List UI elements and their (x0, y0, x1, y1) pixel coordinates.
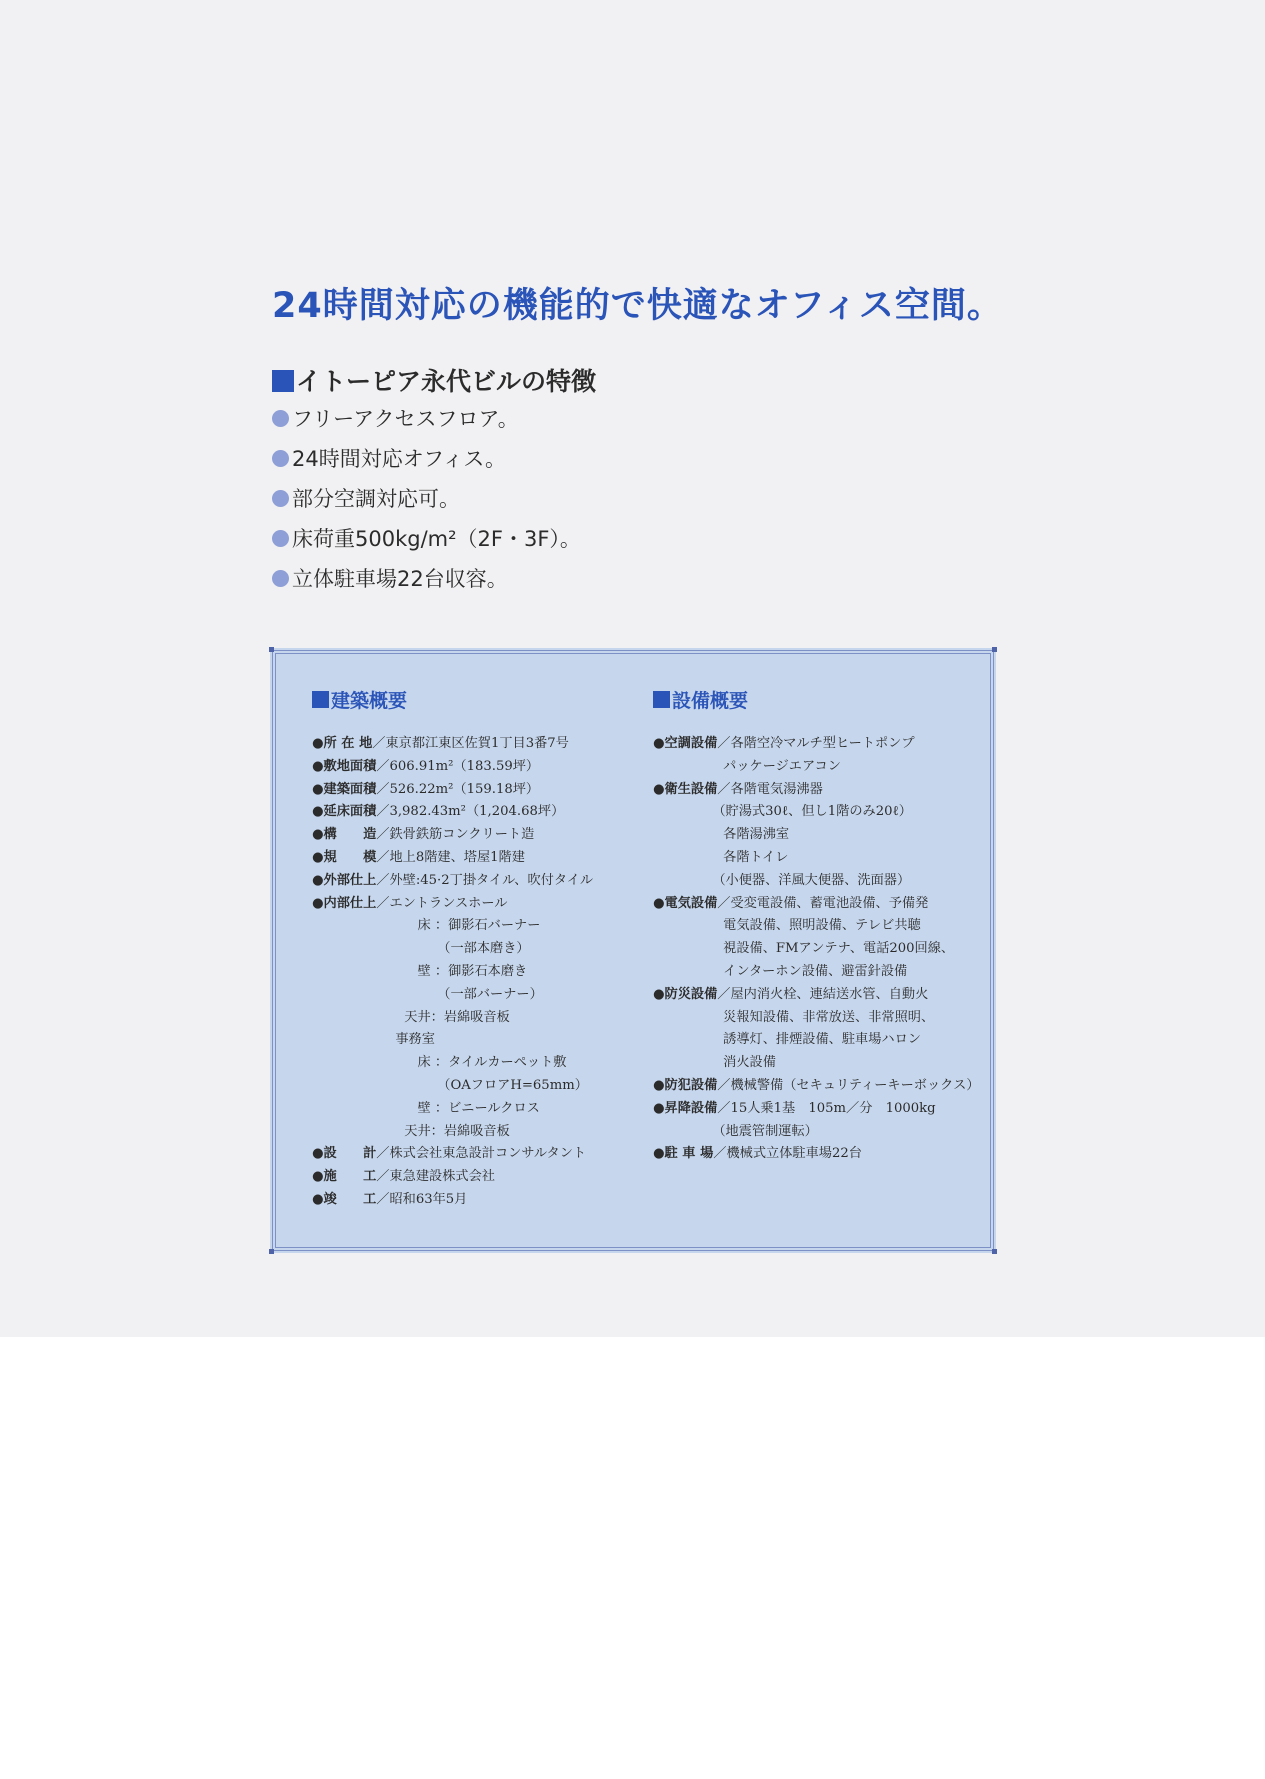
circle-bullet-icon (272, 490, 289, 507)
spec-label: ●規 模 (312, 849, 377, 865)
spec-label: ●設 計 (312, 1146, 377, 1162)
square-bullet-icon (312, 691, 329, 708)
spec-row (312, 1189, 593, 1212)
spec-value: ／受変電設備、蓄電池設備、予備発 (717, 895, 929, 911)
spec-value: インターホン設備、避雷針設備 (653, 963, 908, 979)
spec-value: ／地上8階建、塔屋1階建 (376, 849, 525, 865)
spec-row (653, 756, 980, 779)
spec-row (312, 893, 593, 916)
spec-value: 各階トイレ (653, 849, 789, 865)
features-title: イトーピア永代ビルの特徴 (296, 367, 597, 396)
spec-row (312, 1121, 593, 1144)
spec-label: ●竣 工 (312, 1191, 377, 1207)
spec-value: 壁 ：御影石本磨き (312, 963, 528, 979)
corner-mark (992, 647, 997, 652)
circle-bullet-icon (272, 530, 289, 547)
spec-value: パッケージエアコン (653, 758, 841, 774)
spec-value: 床 ：御影石バーナー (312, 918, 541, 934)
spec-row (312, 1098, 593, 1121)
features-heading (272, 362, 596, 398)
spec-label: ●建築面積 (312, 781, 377, 797)
spec-label: ●敷地面積 (312, 758, 377, 774)
spec-row (312, 801, 593, 824)
spec-row (653, 938, 980, 961)
spec-row (653, 961, 980, 984)
corner-mark (269, 1249, 274, 1254)
spec-label: ●内部仕上 (312, 895, 377, 911)
spec-value: 天井：岩綿吸音板 (312, 1123, 510, 1139)
spec-value: ／株式会社東急設計コンサルタント (376, 1146, 587, 1162)
circle-bullet-icon (272, 570, 289, 587)
spec-value: ／昭和63年5月 (376, 1191, 468, 1207)
spec-label: ●防災設備 (653, 986, 718, 1002)
spec-row (312, 1075, 593, 1098)
spec-value: ／15人乗1基 105m／分 1000kg (717, 1100, 936, 1116)
spec-value: 事務室 (312, 1032, 435, 1048)
spec-row (653, 1075, 980, 1098)
spec-value: （一部バーナー） (312, 986, 543, 1002)
spec-value: ／各階電気湯沸器 (717, 781, 823, 797)
facilities-title: 設備概要 (672, 690, 749, 712)
spec-row (653, 824, 980, 847)
spec-row (312, 756, 593, 779)
spec-value: ／外壁:45·2丁掛タイル、吹付タイル (376, 872, 594, 888)
corner-mark (269, 647, 274, 652)
spec-label: ●駐 車 場 (653, 1146, 714, 1162)
spec-value: ／機械式立体駐車場22台 (713, 1146, 862, 1162)
spec-row (653, 1143, 980, 1166)
spec-row (653, 733, 980, 756)
circle-bullet-icon (272, 410, 289, 427)
spec-row (312, 1029, 593, 1052)
architecture-title: 建築概要 (331, 690, 408, 712)
spec-row (312, 779, 593, 802)
feature-item (272, 405, 581, 445)
spec-row (312, 1007, 593, 1030)
spec-value: 電気設備、照明設備、テレビ共聴 (653, 918, 921, 934)
spec-label: ●所 在 地 (312, 736, 373, 751)
spec-value: 天井：岩綿吸音板 (312, 1009, 510, 1025)
spec-value: 壁 ：ビニールクロス (312, 1100, 540, 1116)
facilities-heading (653, 686, 748, 713)
spec-value: （小便器、洋風大便器、洗面器） (653, 872, 911, 888)
spec-value: ／東京都江東区佐賀1丁目3番7号 (372, 736, 569, 751)
feature-item (272, 525, 581, 565)
spec-value: 各階湯沸室 (653, 827, 790, 843)
spec-value: 床 ：タイルカーペット敷 (312, 1055, 567, 1071)
spec-value: ／屋内消火栓、連結送水管、自動火 (717, 986, 929, 1002)
spec-label: ●外部仕上 (312, 872, 377, 888)
feature-item (272, 445, 581, 485)
spec-row (312, 733, 593, 756)
spec-row (312, 824, 593, 847)
circle-bullet-icon (272, 450, 289, 467)
feature-text: 立体駐車場22台収容。 (292, 567, 508, 591)
spec-value: ／東急建設株式会社 (376, 1169, 495, 1185)
spec-label: ●防犯設備 (653, 1077, 718, 1093)
spec-row (653, 984, 980, 1007)
spec-label: ●施 工 (312, 1169, 377, 1185)
spec-label: ●昇降設備 (653, 1100, 718, 1116)
spec-panel (270, 648, 996, 1253)
spec-row (312, 1166, 593, 1189)
spec-row (312, 1143, 593, 1166)
spec-value: 災報知設備、非常放送、非常照明、 (653, 1009, 935, 1025)
spec-value: （OAフロアH=65mm） (312, 1077, 588, 1093)
spec-row (653, 915, 980, 938)
headline: 24時間対応の機能的で快適なオフィス空間。 (272, 286, 1003, 326)
spec-value: 視設備、FMアンテナ、電話200回線、 (653, 941, 955, 957)
feature-text: 24時間対応オフィス。 (292, 447, 507, 471)
spec-value: （地震管制運転） (653, 1123, 818, 1139)
square-bullet-icon (272, 370, 294, 392)
spec-row (653, 1052, 980, 1075)
spec-value: 消火設備 (653, 1055, 776, 1071)
spec-label: ●電気設備 (653, 895, 718, 911)
square-bullet-icon (653, 691, 670, 708)
spec-row (653, 893, 980, 916)
feature-text: フリーアクセスフロア。 (292, 407, 519, 431)
spec-value: ／機械警備（セキュリティーキーボックス） (717, 1077, 980, 1093)
spec-row (312, 870, 593, 893)
spec-row (653, 1007, 980, 1030)
facilities-list (653, 733, 980, 1166)
architecture-list (312, 733, 593, 1212)
feature-text: 床荷重500kg/m²（2F・3F）。 (292, 527, 581, 551)
spec-row (653, 847, 980, 870)
spec-row (653, 1029, 980, 1052)
spec-value: ／エントランスホール (376, 895, 508, 911)
spec-row (312, 961, 593, 984)
feature-item (272, 565, 581, 605)
architecture-heading (312, 686, 407, 713)
spec-row (312, 915, 593, 938)
spec-value: （一部本磨き） (312, 941, 530, 957)
corner-mark (992, 1249, 997, 1254)
spec-row (312, 984, 593, 1007)
spec-value: ／鉄骨鉄筋コンクリート造 (376, 827, 535, 843)
spec-row (653, 801, 980, 824)
spec-row (653, 1121, 980, 1144)
spec-label: ●空調設備 (653, 736, 718, 751)
spec-row (312, 1052, 593, 1075)
feature-text: 部分空調対応可。 (292, 487, 460, 511)
spec-value: （貯湯式30ℓ、但し1階のみ20ℓ） (653, 804, 912, 820)
feature-item (272, 485, 581, 525)
spec-row (653, 779, 980, 802)
spec-value: ／606.91m²（183.59坪） (376, 758, 540, 774)
spec-value: 誘導灯、排煙設備、駐車場ハロン (653, 1032, 921, 1048)
spec-value: ／3,982.43m²（1,204.68坪） (376, 804, 565, 820)
spec-value: ／各階空冷マルチ型ヒートポンプ (717, 736, 915, 751)
spec-label: ●構 造 (312, 827, 377, 843)
features-list (272, 405, 581, 605)
spec-row (653, 1098, 980, 1121)
spec-label: ●衛生設備 (653, 781, 718, 797)
spec-value: ／526.22m²（159.18坪） (376, 781, 540, 797)
spec-row (653, 870, 980, 893)
spec-label: ●延床面積 (312, 804, 377, 820)
spec-row (312, 847, 593, 870)
spec-row (312, 938, 593, 961)
